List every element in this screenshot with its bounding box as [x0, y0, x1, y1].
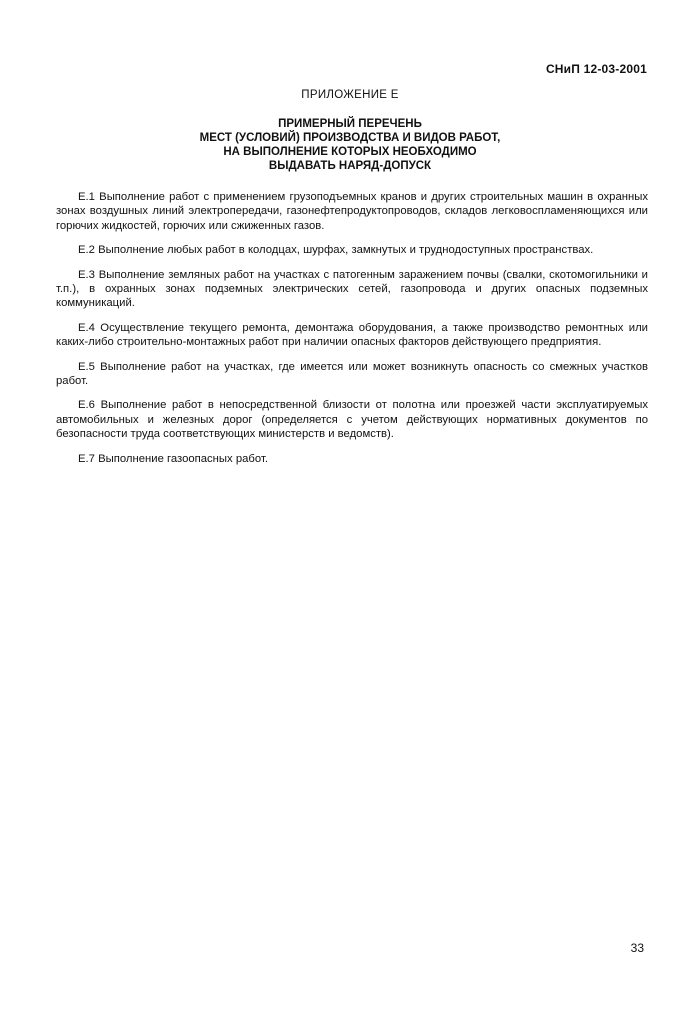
item-list	[56, 190, 648, 476]
item-e4: Е.4 Осуществление текущего ремонта, демонтажа оборудования, а также производство ремонтных или каких-либо строительно-монтажных работ при наличии опасных факторов действующего предприятия.	[56, 321, 648, 349]
item-e2: Е.2 Выполнение любых работ в колодцах, шурфах, замкнутых и труднодоступных пространствах.	[78, 244, 594, 257]
item-e7: Е.7 Выполнение газоопасных работ.	[78, 452, 268, 465]
item-e5: Е.5 Выполнение работ на участках, где имеется или может возникнуть опасность со смежных участков работ.	[56, 360, 648, 388]
document-code: СНиП 12-03-2001	[545, 62, 647, 76]
title-line: МЕСТ (УСЛОВИЙ) ПРОИЗВОДСТВА И ВИДОВ РАБОТ,	[199, 132, 501, 144]
appendix-title	[0, 117, 700, 173]
item-e3: Е.3 Выполнение земляных работ на участках с патогенным заражением почвы (свалки, скотомогильники и т.п.), в охранных зонах подземных электрических сетей, газопровода и других опасных подземных коммуникаций.	[56, 268, 648, 310]
item-e6: Е.6 Выполнение работ в непосредственной близости от полотна или проезжей части эксплуатируемых автомобильных и железных дорог (определяется с учетом действующих нормативных документов по безопасности труда соответствующих министерств и ведомств).	[56, 399, 648, 441]
title-line: НА ВЫПОЛНЕНИЕ КОТОРЫХ НЕОБХОДИМО	[223, 146, 477, 158]
title-line: ВЫДАВАТЬ НАРЯД-ДОПУСК	[268, 160, 432, 172]
appendix-label: ПРИЛОЖЕНИЕ Е	[301, 89, 399, 101]
page-number: 33	[630, 941, 644, 955]
item-e1: Е.1 Выполнение работ с применением грузоподъемных кранов и других строительных машин в охранных зонах воздушных линий электропередачи, газонефтепродуктопроводов, складов легковоспламеняющихся или горючих жидкостей, горючих или сжиженных газов.	[56, 191, 648, 232]
title-line: ПРИМЕРНЫЙ ПЕРЕЧЕНЬ	[278, 118, 422, 130]
